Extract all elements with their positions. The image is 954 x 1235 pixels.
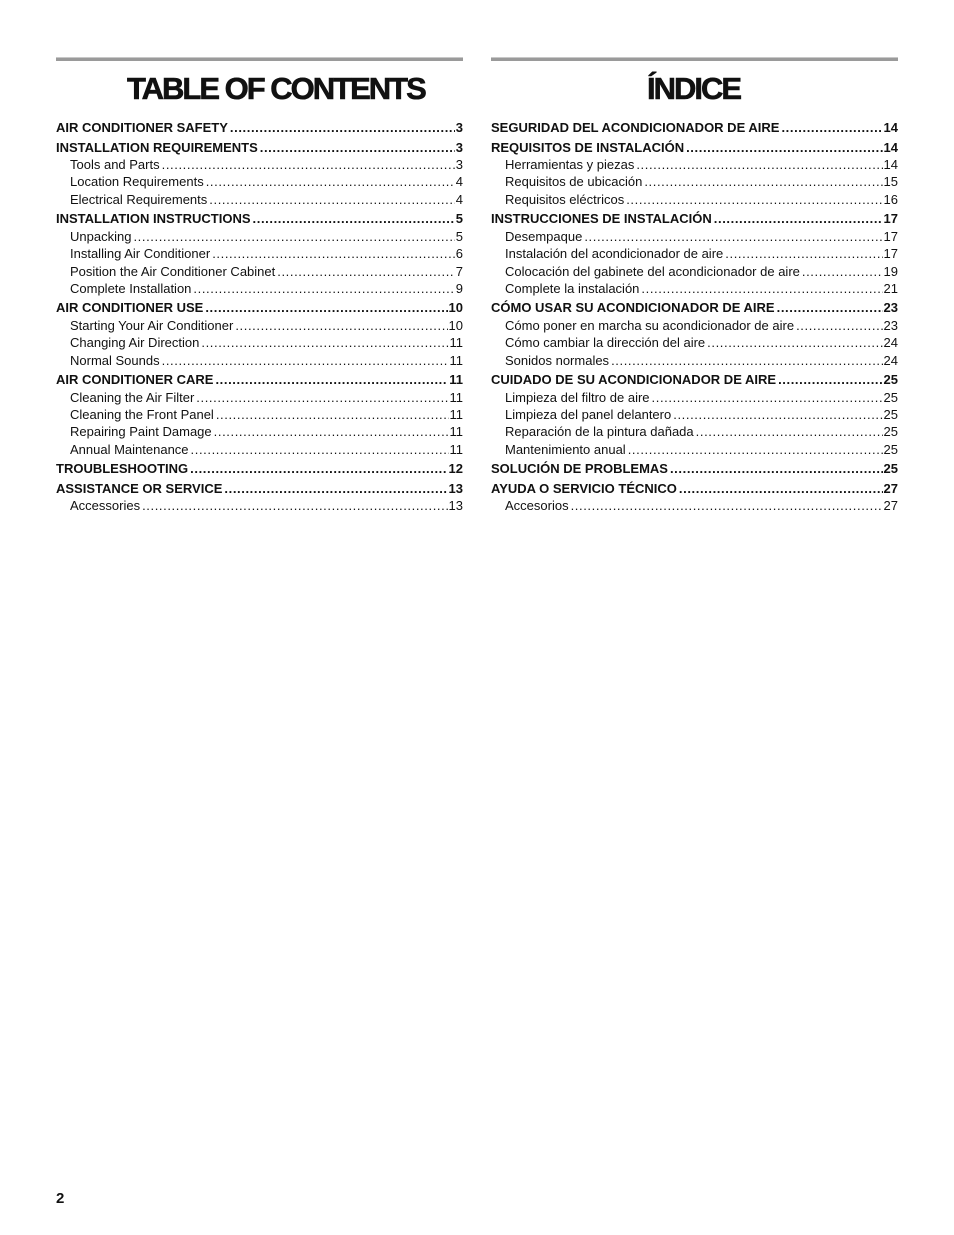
toc-entry-page-number: 14 <box>883 139 898 155</box>
toc-entry-label: AIR CONDITIONER USE <box>56 300 204 316</box>
toc-entry-page-number: 23 <box>883 300 898 316</box>
toc-entry-label: Tools and Parts <box>70 156 160 172</box>
toc-dot-leader <box>584 228 882 245</box>
toc-subsection-entry[interactable] <box>491 245 898 262</box>
english-toc-title: TABLE OF CONTENTS <box>127 71 425 106</box>
toc-entry-label: Installing Air Conditioner <box>70 246 211 262</box>
toc-entry-page-number: 16 <box>883 191 898 207</box>
toc-subsection-entry[interactable] <box>491 228 898 245</box>
toc-section-entry[interactable] <box>56 210 463 227</box>
toc-entry-page-number: 11 <box>449 407 463 422</box>
toc-entry-label: SOLUCIÓN DE PROBLEMAS <box>491 461 668 477</box>
toc-dot-leader <box>802 263 883 280</box>
toc-subsection-entry[interactable] <box>491 191 898 208</box>
toc-entry-label: CÓMO USAR SU ACONDICIONADOR DE AIRE <box>491 300 775 316</box>
toc-subsection-entry[interactable] <box>56 334 463 351</box>
toc-entry-label: SEGURIDAD DEL ACONDICIONADOR DE AIRE <box>491 120 780 135</box>
toc-entry-label: Annual Maintenance <box>70 441 189 457</box>
toc-section-entry[interactable] <box>491 119 898 136</box>
toc-dot-leader <box>230 119 455 136</box>
toc-subsection-entry[interactable] <box>56 497 463 514</box>
toc-entry-page-number: 17 <box>883 246 898 262</box>
toc-dot-leader <box>206 173 455 190</box>
toc-subsection-entry[interactable] <box>56 228 463 245</box>
toc-entry-page-number: 5 <box>455 211 463 227</box>
spanish-toc-column <box>491 57 898 515</box>
toc-entry-label: INSTRUCCIONES DE INSTALACIÓN <box>491 211 712 227</box>
toc-entry-label: Herramientas y piezas <box>505 156 635 172</box>
toc-entry-label: Starting Your Air Conditioner <box>70 317 234 333</box>
toc-entry-label: Cleaning the Air Filter <box>70 389 195 405</box>
toc-section-entry[interactable] <box>56 371 463 388</box>
toc-entry-page-number: 24 <box>883 335 898 351</box>
toc-entry-page-number: 11 <box>449 372 463 388</box>
toc-entry-label: AIR CONDITIONER SAFETY <box>56 120 228 135</box>
toc-dot-leader <box>611 352 882 369</box>
toc-entry-label: Complete la instalación <box>505 280 640 296</box>
toc-entry-label: Sonidos normales <box>505 352 610 368</box>
toc-entry-page-number: 14 <box>883 120 898 135</box>
toc-entry-label: Changing Air Direction <box>70 335 200 351</box>
toc-entry-page-number: 27 <box>883 498 898 514</box>
toc-subsection-entry[interactable] <box>56 389 463 406</box>
toc-entry-page-number: 21 <box>883 280 898 296</box>
toc-entry-label: ASSISTANCE OR SERVICE <box>56 480 223 496</box>
toc-entry-page-number: 4 <box>455 174 463 190</box>
toc-dot-leader <box>277 263 455 280</box>
toc-subsection-entry[interactable] <box>491 334 898 351</box>
toc-entry-page-number: 4 <box>455 191 463 207</box>
toc-subsection-entry[interactable] <box>56 156 463 173</box>
toc-subsection-entry[interactable] <box>491 263 898 280</box>
toc-entry-page-number: 25 <box>883 372 898 388</box>
toc-entry-page-number: 11 <box>449 441 463 457</box>
toc-section-entry[interactable] <box>491 139 898 156</box>
toc-entry-page-number: 11 <box>449 352 463 368</box>
spanish-toc-list <box>491 119 898 515</box>
toc-dot-leader <box>571 497 883 514</box>
toc-entry-page-number: 14 <box>883 156 898 172</box>
toc-dot-leader <box>626 191 882 208</box>
toc-dot-leader <box>216 406 449 423</box>
toc-entry-label: AYUDA O SERVICIO TÉCNICO <box>491 480 677 496</box>
toc-subsection-entry[interactable] <box>56 406 463 423</box>
toc-dot-leader <box>191 441 449 458</box>
toc-subsection-entry[interactable] <box>491 173 898 190</box>
toc-subsection-entry[interactable] <box>56 317 463 334</box>
toc-section-entry[interactable] <box>491 480 898 497</box>
toc-entry-label: Requisitos eléctricos <box>505 191 625 207</box>
toc-entry-page-number: 3 <box>455 139 463 155</box>
toc-dot-leader <box>686 139 882 156</box>
toc-dot-leader <box>652 389 883 406</box>
toc-entry-label: Location Requirements <box>70 174 204 190</box>
toc-dot-leader <box>707 334 882 351</box>
toc-entry-label: Requisitos de ubicación <box>505 174 643 190</box>
toc-entry-label: INSTALLATION INSTRUCTIONS <box>56 211 251 227</box>
toc-section-entry[interactable] <box>56 299 463 316</box>
toc-dot-leader <box>133 228 454 245</box>
toc-entry-page-number: 17 <box>883 228 898 244</box>
toc-dot-leader <box>201 334 448 351</box>
toc-entry-label: Cómo poner en marcha su acondicionador de aire <box>505 317 795 333</box>
toc-entry-label: Accesorios <box>505 498 569 514</box>
toc-entry-page-number: 12 <box>448 461 463 477</box>
toc-entry-page-number: 11 <box>449 424 463 440</box>
toc-entry-label: REQUISITOS DE INSTALACIÓN <box>491 139 685 155</box>
toc-dot-leader <box>641 280 882 297</box>
toc-dot-leader <box>777 299 883 316</box>
toc-subsection-entry[interactable] <box>56 280 463 297</box>
toc-entry-page-number: 15 <box>883 174 898 190</box>
spanish-top-rule <box>491 57 898 61</box>
toc-entry-page-number: 25 <box>883 407 898 422</box>
toc-entry-label: TROUBLESHOOTING <box>56 461 189 477</box>
toc-entry-label: CUIDADO DE SU ACONDICIONADOR DE AIRE <box>491 372 777 388</box>
toc-entry-label: Limpieza del panel delantero <box>505 407 672 422</box>
toc-entry-page-number: 25 <box>883 441 898 457</box>
toc-subsection-entry[interactable] <box>491 317 898 334</box>
toc-entry-label: AIR CONDITIONER CARE <box>56 372 214 388</box>
toc-dot-leader <box>214 423 449 440</box>
toc-dot-leader <box>636 156 882 173</box>
spanish-toc-title: ÍNDICE <box>647 71 741 106</box>
toc-dot-leader <box>142 497 447 514</box>
toc-entry-page-number: 19 <box>883 263 898 279</box>
toc-subsection-entry[interactable] <box>56 423 463 440</box>
toc-dot-leader <box>781 119 882 136</box>
toc-section-entry[interactable] <box>56 480 463 497</box>
toc-entry-label: Accessories <box>70 498 141 514</box>
page-number: 2 <box>56 1190 65 1207</box>
toc-entry-label: Normal Sounds <box>70 352 160 368</box>
toc-dot-leader <box>644 173 882 190</box>
toc-dot-leader <box>714 210 883 227</box>
toc-subsection-entry[interactable] <box>56 191 463 208</box>
toc-dot-leader <box>253 210 455 227</box>
toc-section-entry[interactable] <box>491 299 898 316</box>
toc-dot-leader <box>196 389 448 406</box>
toc-subsection-entry[interactable] <box>56 245 463 262</box>
toc-entry-page-number: 10 <box>448 300 463 316</box>
toc-entry-label: Position the Air Conditioner Cabinet <box>70 263 276 279</box>
toc-entry-label: Instalación del acondicionador de aire <box>505 246 724 262</box>
toc-entry-page-number: 6 <box>455 246 463 262</box>
toc-entry-label: Mantenimiento anual <box>505 441 626 457</box>
toc-dot-leader <box>162 352 449 369</box>
toc-dot-leader <box>212 245 455 262</box>
toc-entry-page-number: 3 <box>455 156 463 172</box>
toc-section-entry[interactable] <box>491 460 898 477</box>
toc-entry-page-number: 25 <box>883 461 898 477</box>
toc-subsection-entry[interactable] <box>491 156 898 173</box>
toc-entry-page-number: 3 <box>455 120 463 135</box>
toc-subsection-entry[interactable] <box>491 280 898 297</box>
toc-subsection-entry[interactable] <box>56 173 463 190</box>
toc-section-entry[interactable] <box>491 210 898 227</box>
toc-dot-leader <box>205 299 447 316</box>
english-top-rule <box>56 57 463 61</box>
toc-entry-page-number: 13 <box>448 498 463 514</box>
toc-section-entry[interactable] <box>56 139 463 156</box>
toc-dot-leader <box>215 371 448 388</box>
toc-dot-leader <box>190 460 447 477</box>
toc-subsection-entry[interactable] <box>491 406 898 423</box>
toc-section-entry[interactable] <box>56 460 463 477</box>
toc-dot-leader <box>628 441 883 458</box>
toc-dot-leader <box>778 371 882 388</box>
toc-subsection-entry[interactable] <box>491 497 898 514</box>
toc-entry-label: Cleaning the Front Panel <box>70 407 214 422</box>
toc-entry-page-number: 24 <box>883 352 898 368</box>
toc-dot-leader <box>679 480 883 497</box>
toc-dot-leader <box>193 280 454 297</box>
toc-entry-label: Electrical Requirements <box>70 191 208 207</box>
english-toc-list <box>56 119 463 515</box>
toc-entry-page-number: 25 <box>883 389 898 405</box>
toc-dot-leader <box>224 480 447 497</box>
toc-entry-page-number: 23 <box>883 317 898 333</box>
toc-entry-page-number: 9 <box>455 280 463 296</box>
toc-entry-label: INSTALLATION REQUIREMENTS <box>56 139 258 155</box>
toc-entry-label: Colocación del gabinete del acondicionador de aire <box>505 263 800 279</box>
english-toc-column <box>56 57 463 515</box>
toc-entry-page-number: 25 <box>883 424 898 440</box>
toc-entry-page-number: 11 <box>449 389 463 405</box>
toc-dot-leader <box>209 191 454 208</box>
toc-subsection-entry[interactable] <box>491 352 898 369</box>
toc-dot-leader <box>696 423 883 440</box>
toc-entry-label: Complete Installation <box>70 280 192 296</box>
toc-dot-leader <box>260 139 455 156</box>
toc-subsection-entry[interactable] <box>491 423 898 440</box>
toc-subsection-entry[interactable] <box>491 441 898 458</box>
toc-entry-label: Limpieza del filtro de aire <box>505 389 650 405</box>
toc-subsection-entry[interactable] <box>56 263 463 280</box>
toc-subsection-entry[interactable] <box>56 352 463 369</box>
toc-dot-leader <box>235 317 447 334</box>
toc-dot-leader <box>673 406 882 423</box>
toc-entry-page-number: 27 <box>883 480 898 496</box>
toc-entry-page-number: 5 <box>455 228 463 244</box>
toc-entry-label: Cómo cambiar la dirección del aire <box>505 335 706 351</box>
toc-entry-page-number: 17 <box>883 211 898 227</box>
toc-subsection-entry[interactable] <box>56 441 463 458</box>
toc-entry-page-number: 13 <box>448 480 463 496</box>
toc-section-entry[interactable] <box>491 371 898 388</box>
toc-entry-label: Repairing Paint Damage <box>70 424 212 440</box>
toc-dot-leader <box>725 245 882 262</box>
toc-entry-page-number: 11 <box>449 335 463 351</box>
toc-entry-label: Desempaque <box>505 228 583 244</box>
toc-entry-label: Reparación de la pintura dañada <box>505 424 694 440</box>
toc-entry-page-number: 10 <box>448 317 463 333</box>
toc-subsection-entry[interactable] <box>491 389 898 406</box>
toc-dot-leader <box>162 156 455 173</box>
toc-entry-label: Unpacking <box>70 228 132 244</box>
toc-entry-page-number: 7 <box>455 263 463 279</box>
toc-section-entry[interactable] <box>56 119 463 136</box>
toc-dot-leader <box>796 317 882 334</box>
toc-dot-leader <box>670 460 883 477</box>
